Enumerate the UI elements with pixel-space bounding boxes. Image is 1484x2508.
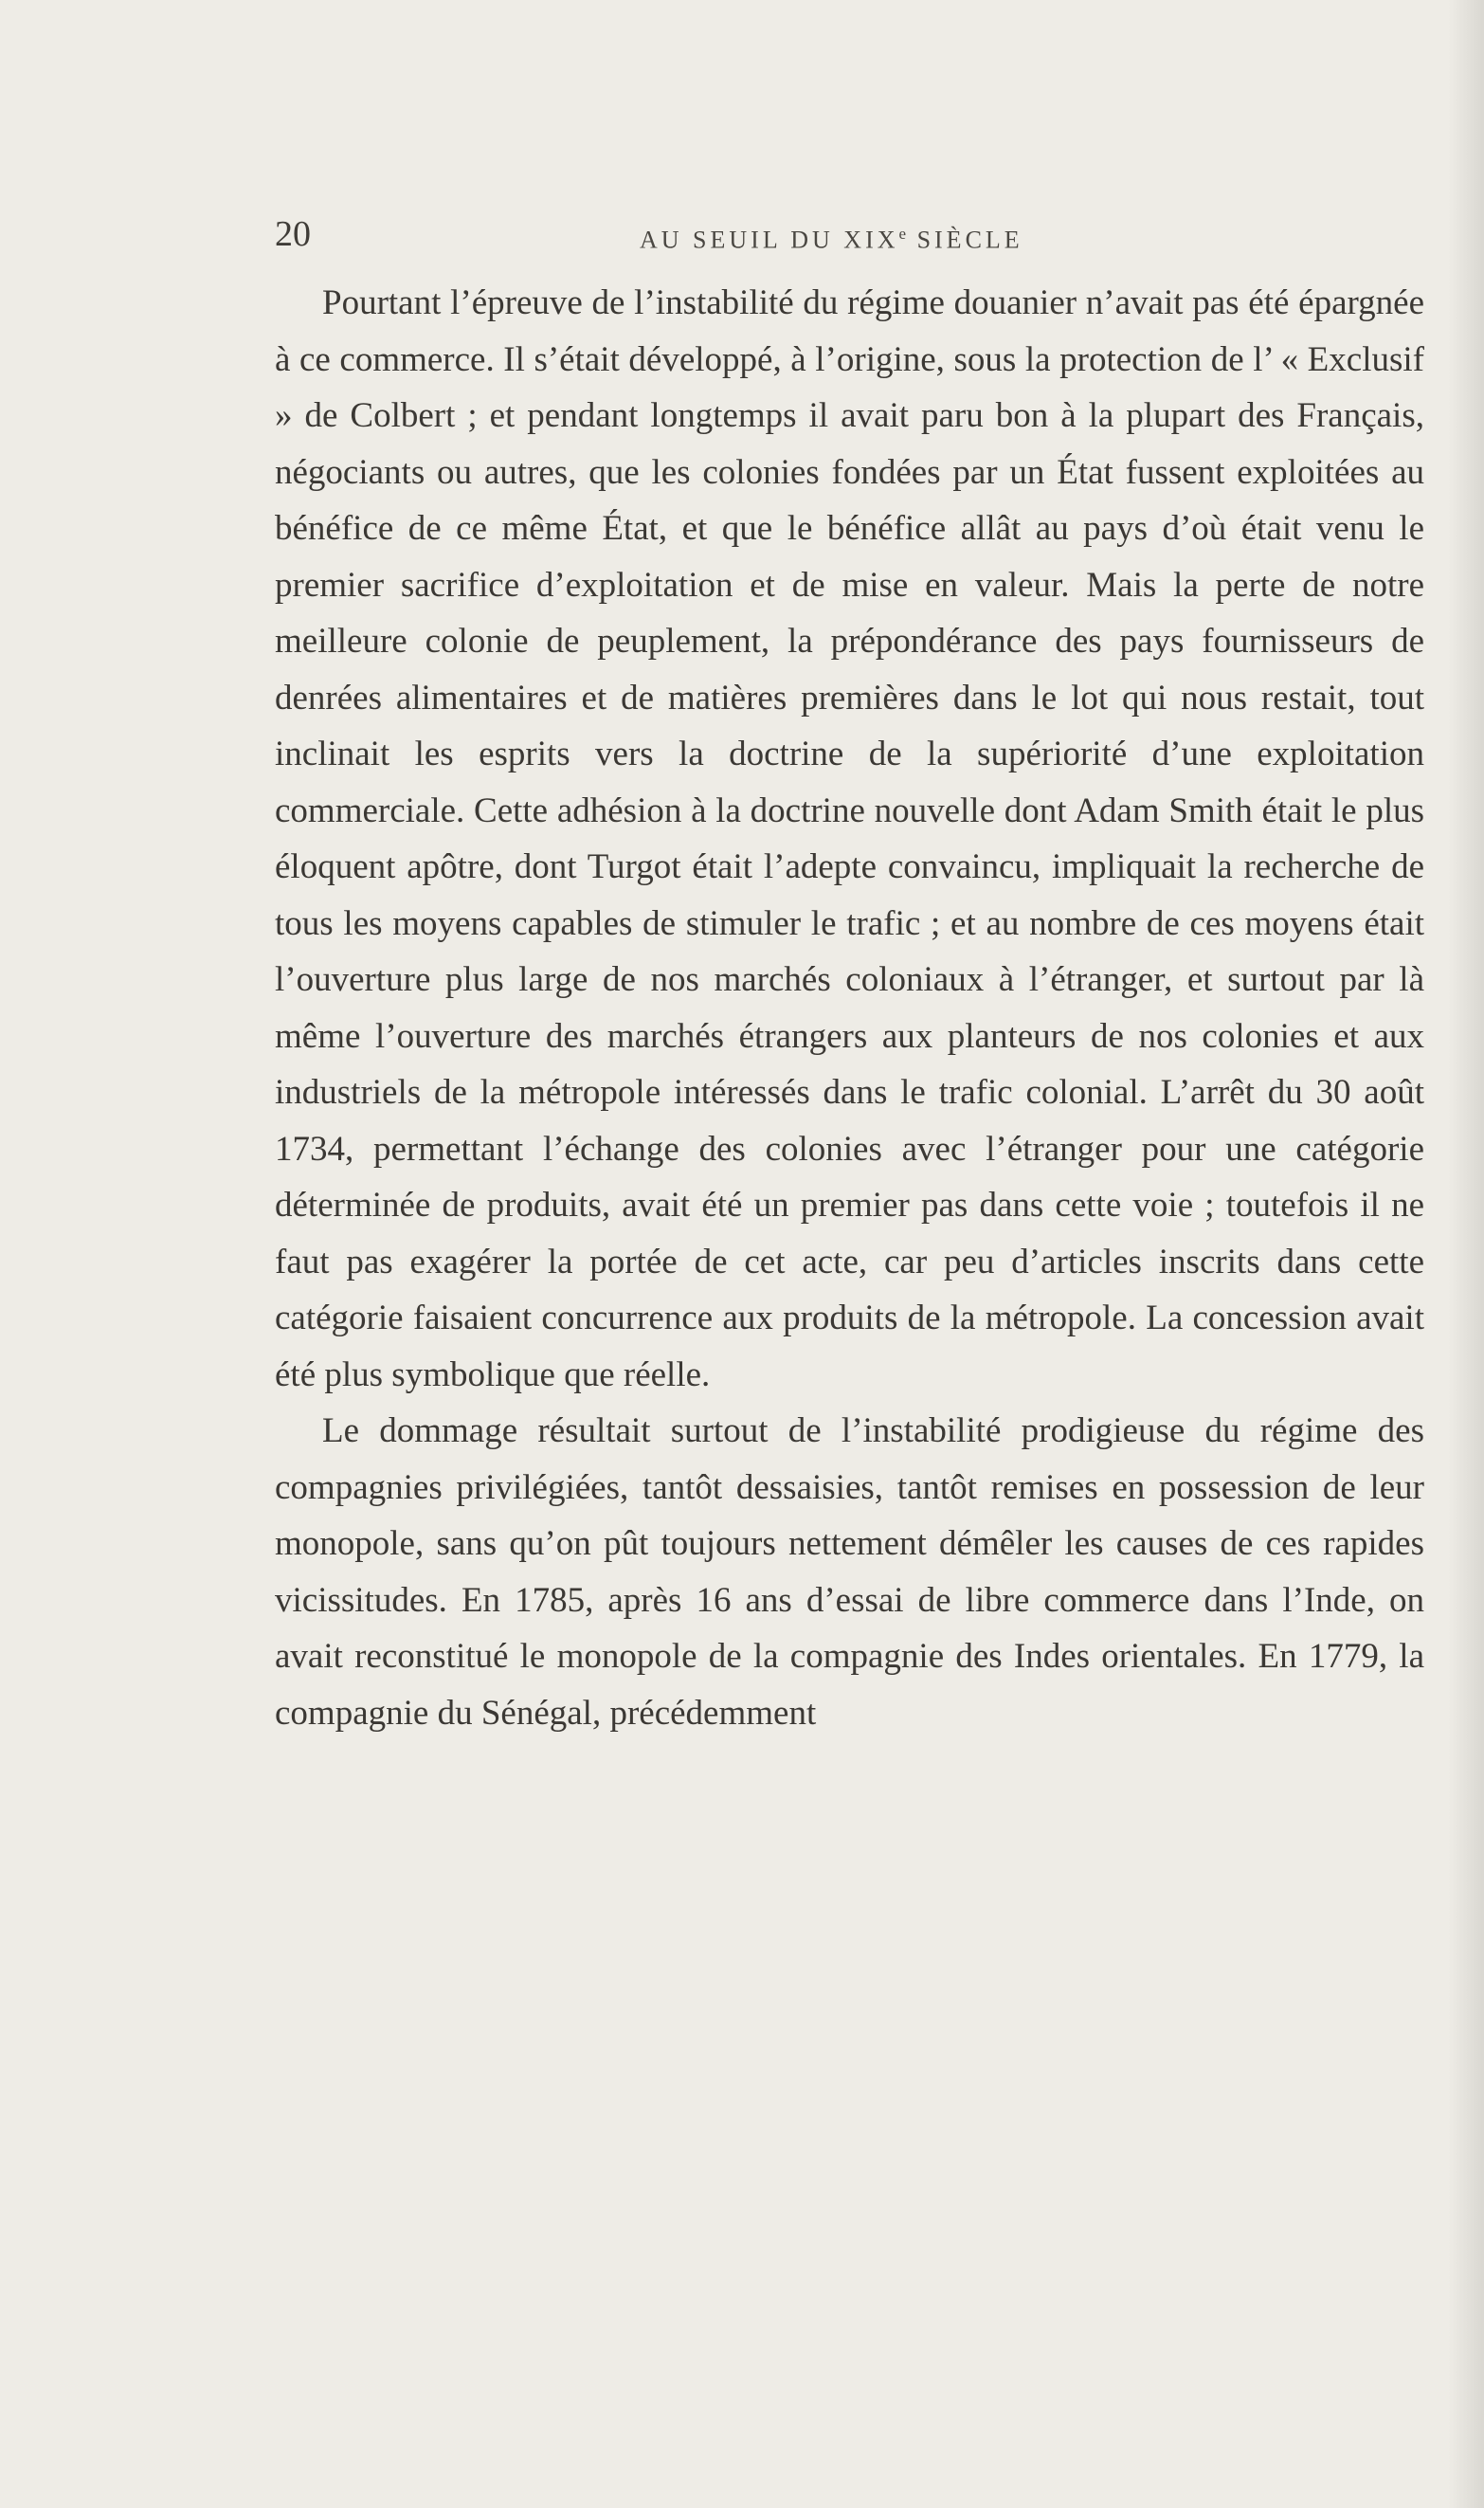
running-head (640, 210, 1023, 264)
running-head-text: AU SEUIL DU XIX (640, 226, 899, 254)
paragraph: Le dommage résultait surtout de l’instabilité prodigieuse du régime des compagnies privilégiées, tantôt dessaisies, tantôt remises en possession de leur monopole, sans qu’on pût toujours nettement démêler les causes de ces rapides vicissitudes. En 1785, après 16 ans d’essai de libre commerce dans l’Inde, on avait reconstitué le monopole de la compagnie des Indes orientales. En 1779, la compagnie du Sénégal, précédemment (275, 1411, 1424, 1733)
page-header (275, 210, 1421, 258)
running-head-superscript: e (898, 225, 908, 243)
page-number: 20 (275, 214, 311, 254)
page-edge-shadow (1448, 0, 1484, 2508)
paragraph: Pourtant l’épreuve de l’instabilité du régime douanier n’avait pas été épargnée à ce commerce. Il s’était développé, à l’origine, sous la protection de l’ « Exclusif » de Colbert ; et pendant longtemps il avait paru bon à la plupart des Français, négociants ou autres, que les colonies fondées par un État fussent exploitées au bénéfice de ce même État, et que le bénéfice allât au pays d’où était venu le premier sacrifice d’exploitation et de mise en valeur. Mais la perte de notre meilleure colonie de peuplement, la prépondérance des pays fournisseurs de denrées alimentaires et de matières premières dans le lot qui nous restait, tout inclinait les esprits vers la doctrine de la supériorité d’une exploitation commerciale. Cette adhésion à la doctrine nouvelle dont Adam Smith était le plus éloquent apôtre, dont Turgot était l’adepte convaincu, impliquait la recherche de tous les moyens capables de stimuler le trafic ; et au nombre de ces moyens était l’ouverture plus large de nos marchés coloniaux à l’étranger, et surtout par là même l’ouverture des marchés étrangers aux planteurs de nos colonies et aux industriels de la métropole intéressés dans le trafic colonial. L’arrêt du 30 août 1734, permettant l’échange des colonies avec l’étranger pour une catégorie déterminée de produits, avait été un premier pas dans cette voie ; toutefois il ne faut pas exagérer la portée de cet acte, car peu d’articles inscrits dans cette catégorie faisaient concurrence aux produits de la métropole. La concession avait été plus symbolique que réelle. (275, 283, 1424, 1394)
body-text (275, 275, 1424, 1741)
running-head-text-end: SIÈCLE (907, 226, 1023, 254)
